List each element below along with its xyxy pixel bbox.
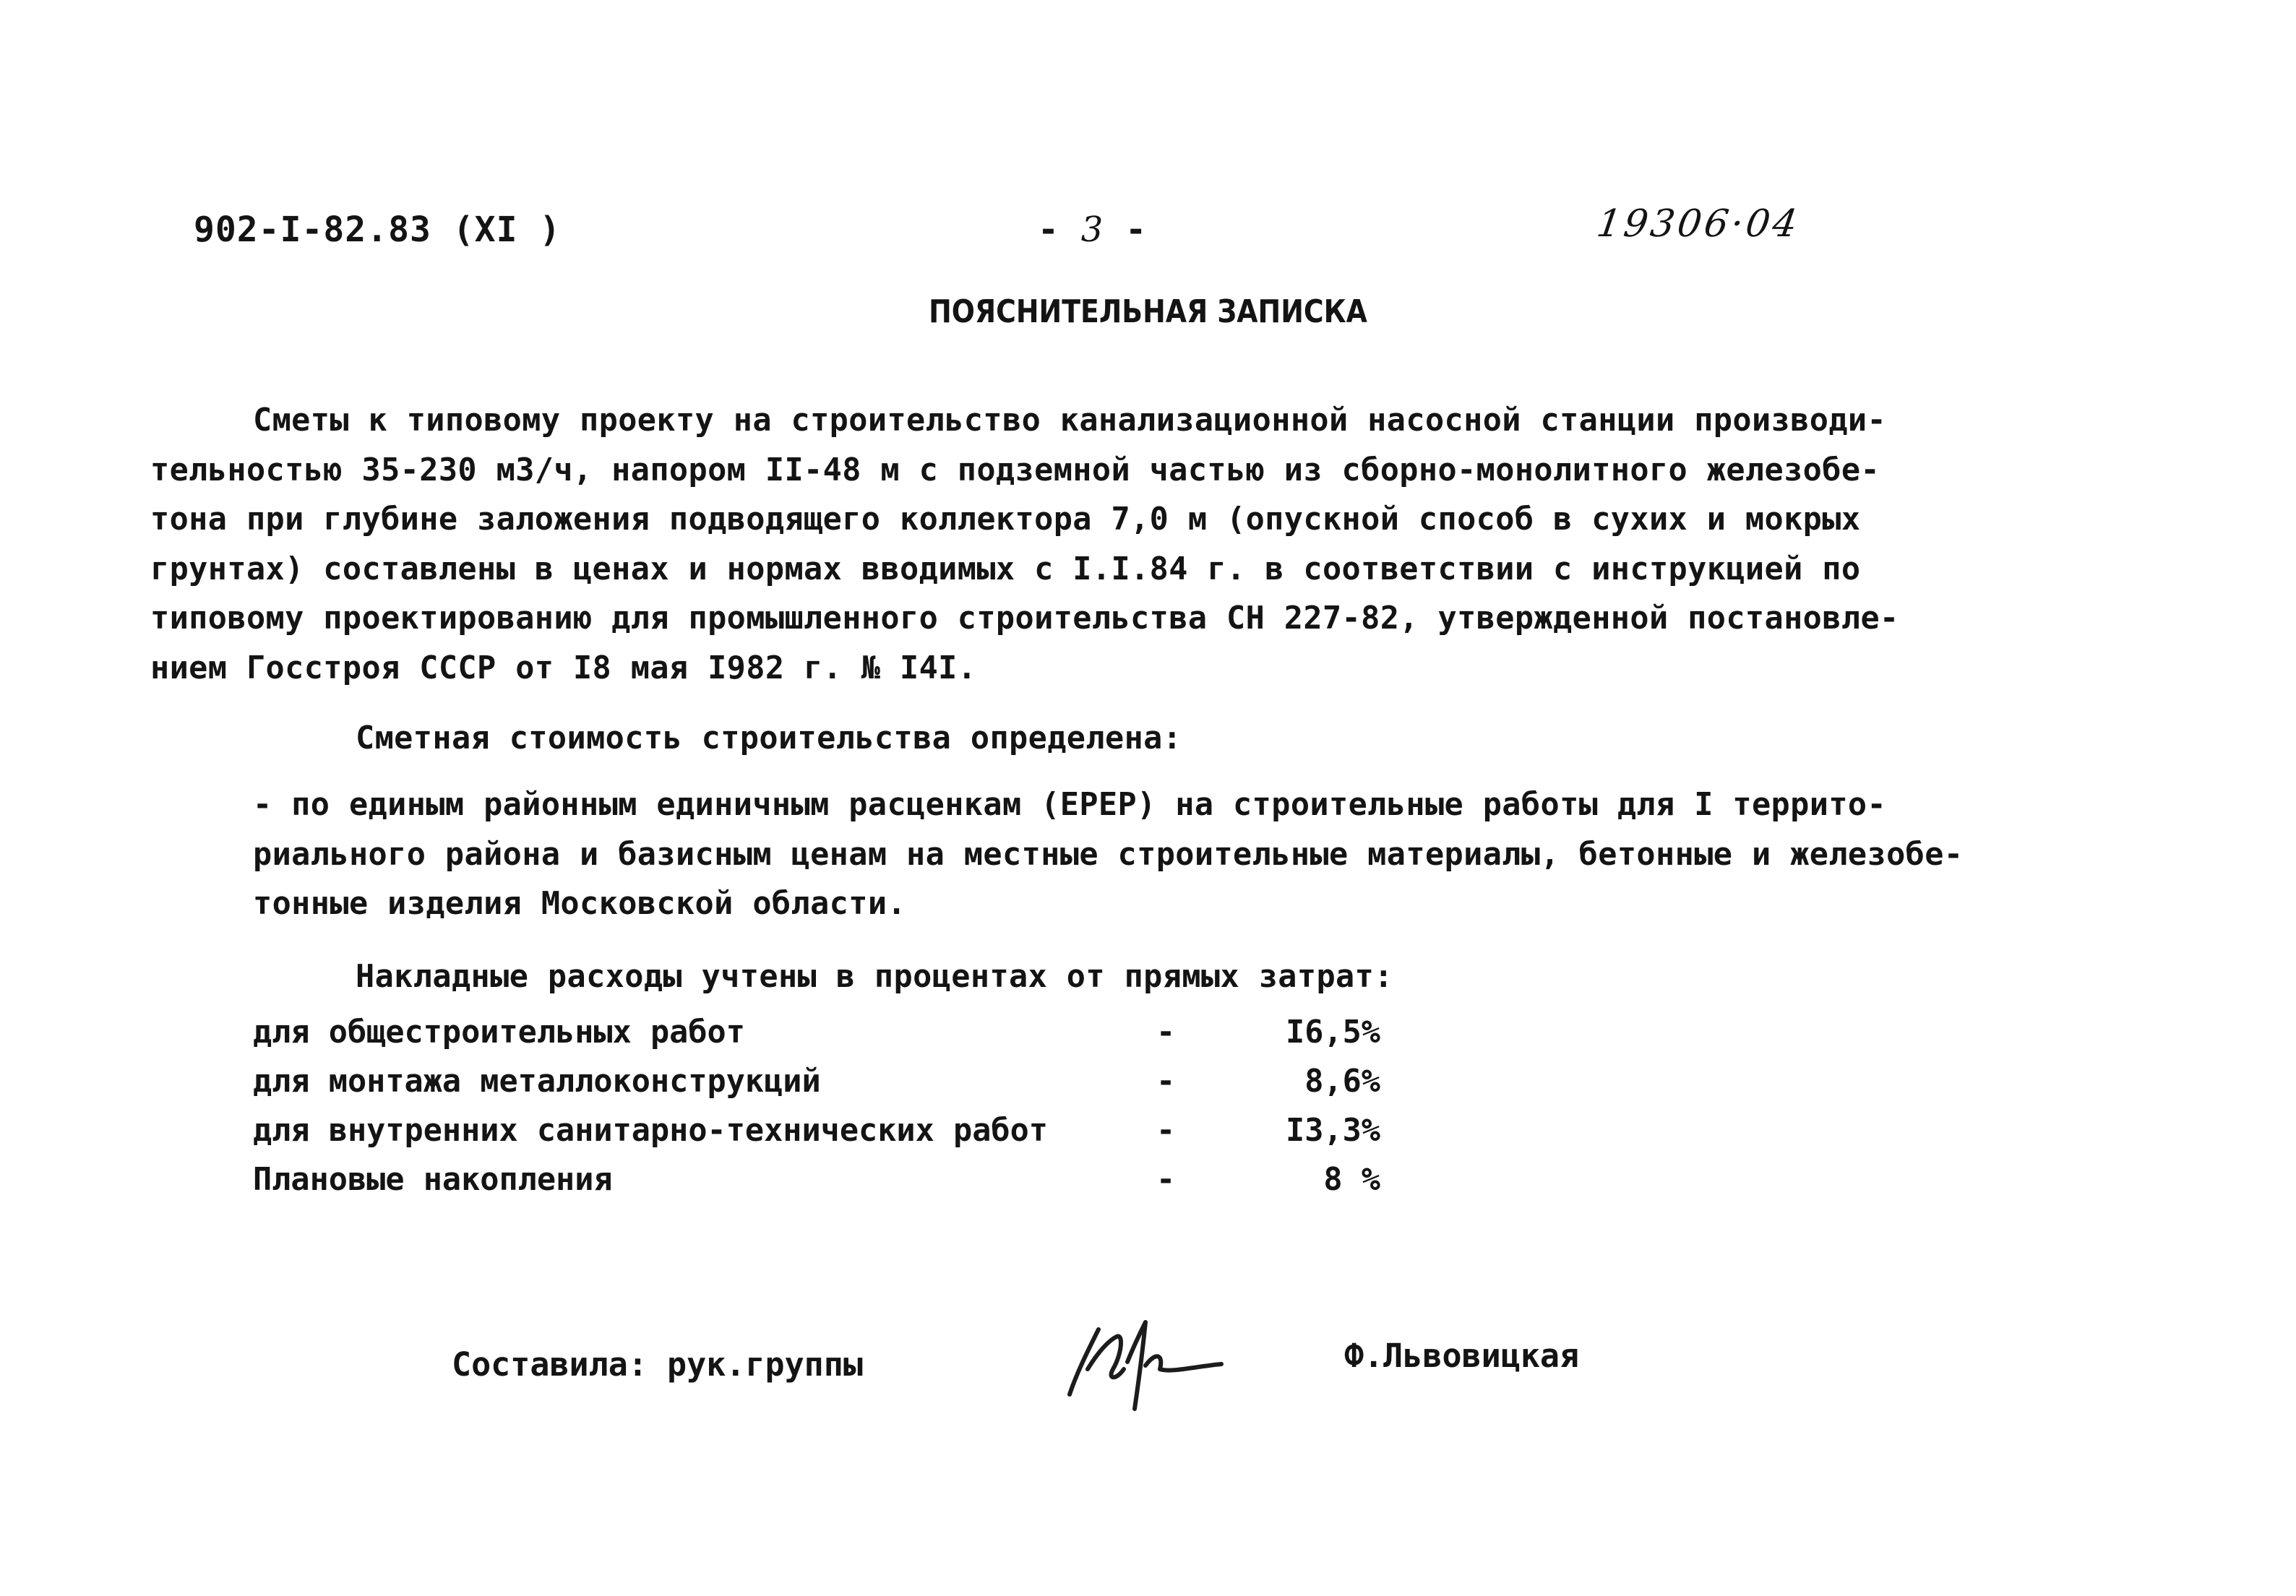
list-item [253, 1113, 1409, 1162]
text-line: риального района и базисным ценам на местные строительные материалы, бетонные и железобе- [253, 836, 1964, 873]
text-line: нием Госстроя СССР от I8 мая I982 г. № I4I. [150, 650, 977, 686]
text-line: типовому проектированию для промышленного строительства СН 227-82, утвержденной постановле- [150, 600, 1899, 637]
text-line: тонные изделия Московской области. [253, 886, 907, 922]
page-number-value: 3 [1080, 210, 1104, 250]
text-line: тона при глубине заложения подводящего коллектора 7,0 м (опускной способ в сухих и мокрых [150, 501, 1861, 538]
rate-dash: - [1156, 1113, 1176, 1149]
text-line: тельностью 35-230 м3/ч, напором II-48 м с подземной частью из сборно-монолитного железобе- [150, 452, 1880, 488]
rate-dash: - [1156, 1064, 1176, 1100]
rate-label: для монтажа металлоконструкций [253, 1064, 821, 1100]
overhead-rates-list [253, 1014, 1409, 1211]
rate-label: для общестроительных работ [253, 1014, 745, 1051]
signatory-name: Ф.Львовицкая [1344, 1337, 1580, 1375]
page-title: ПОЯСНИТЕЛЬНАЯ ЗАПИСКА [929, 293, 1367, 330]
rate-dash: - [1156, 1014, 1176, 1051]
rate-value: I6,5% [1286, 1014, 1380, 1051]
list-item [253, 1014, 1409, 1064]
handwritten-signature [1055, 1300, 1236, 1431]
list-item [253, 1064, 1409, 1113]
inventory-number: 19306·04 [1594, 202, 1803, 246]
page-number [1038, 210, 1147, 250]
rate-value: 8 % [1323, 1162, 1380, 1198]
text-line: грунтах) составлены в ценах и нормах вводимых с I.I.84 г. в соответствии с инструкцией по [150, 551, 1861, 587]
paragraph-rates-source [253, 780, 2146, 929]
page-number-prefix: - [1038, 210, 1081, 250]
rate-label: Плановые накопления [253, 1162, 613, 1198]
signature-label: Составила: рук.группы [452, 1345, 863, 1384]
text-line: Сметы к типовому проекту на строительство канализационной насосной станции производи- [253, 402, 1887, 439]
text-line: - по единым районным единичным расценкам (ЕРЕР) на строительные работы для I террито- [253, 787, 1887, 823]
list-item [253, 1162, 1409, 1211]
rate-value: 8,6% [1304, 1064, 1380, 1100]
paragraph-cost-definition: Сметная стоимость строительства определена: [356, 720, 1182, 756]
rate-label: для внутренних санитарно-технических работ [253, 1113, 1048, 1149]
paragraph-estimates [150, 396, 2146, 693]
document-code: 902-I-82.83 (XI ) [194, 210, 562, 250]
rate-value: I3,3% [1286, 1113, 1380, 1149]
paragraph-overheads: Накладные расходы учтены в процентах от прямых затрат: [356, 959, 1393, 995]
page-number-suffix: - [1104, 210, 1148, 250]
rate-dash: - [1156, 1162, 1176, 1198]
